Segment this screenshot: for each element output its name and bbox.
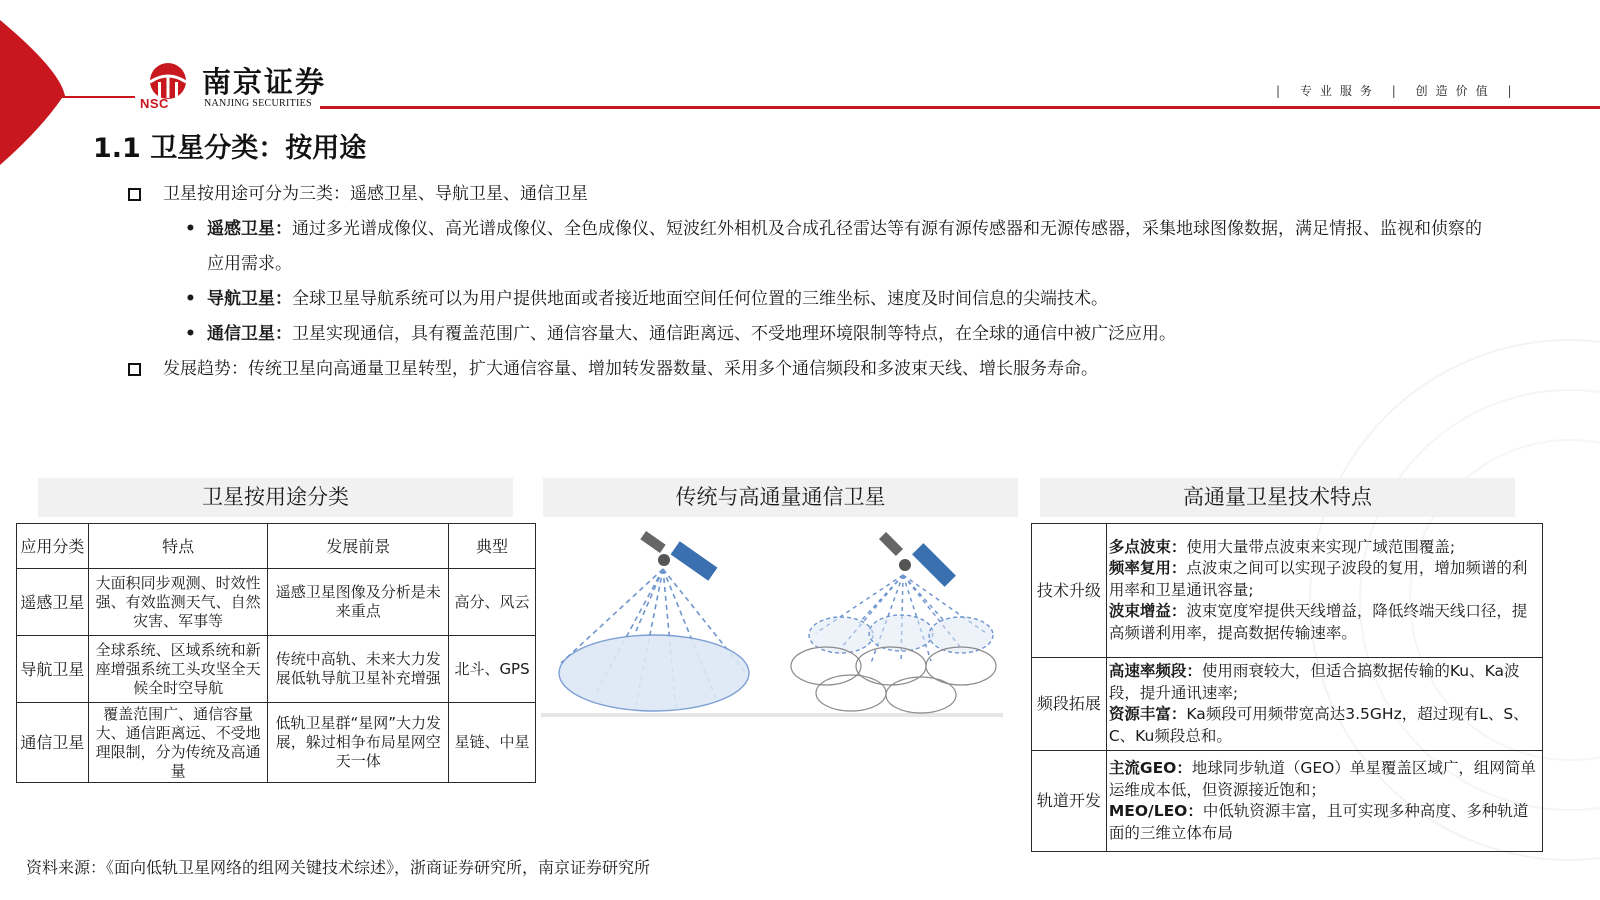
table-row: [1032, 751, 1543, 852]
table-cell-category: 技术升级: [1032, 524, 1107, 658]
section-header-satellites: 传统与高通量通信卫星: [543, 478, 1018, 517]
bullet-l2: [125, 282, 1485, 317]
table-cell-prospect: 遥感卫星图像及分析是未来重点: [268, 569, 449, 636]
brand-abbr: NSC: [140, 96, 169, 111]
table-header-row: [17, 524, 536, 569]
table-cell-description: 多点波束：使用大量带点波束来实现广域范围覆盖; 频率复用：点波束之间可以实现子波段的复用，增加频谱的利用率和卫星通讯容量; 波束增益：波束宽度窄提供天线增益，降低终端天线口径，提高频谱利用率，提高数据传输速率。: [1106, 524, 1542, 658]
classification-table: [16, 523, 536, 783]
table-header-cell: 发展前景: [268, 524, 449, 569]
table-cell-feature: 覆盖范围广、通信容量大、通信距离远、不受地理限制，分为传统及高通量: [88, 703, 268, 783]
square-bullet-icon: [128, 188, 141, 201]
table-cell-prospect: 传统中高轨、未来大力发展低轨导航卫星补充增强: [268, 636, 449, 703]
table-cell-category: 导航卫星: [17, 636, 89, 703]
table-cell-description: 主流GEO：地球同步轨道（GEO）单星覆盖区域广，组网简单运维成本低，但资源接近饱和； MEO/LEO：中低轨资源丰富，且可实现多种高度、多种轨道面的三维立体布局: [1106, 751, 1542, 852]
table-cell-feature: 大面积同步观测、时效性强、有效监测天气、自然灾害、军事等: [88, 569, 268, 636]
dot-bullet-icon: •: [185, 324, 196, 344]
brand-slogan: | 专业服务 | 创造价值 |: [1276, 84, 1520, 98]
table-cell-category: 频段拓展: [1032, 658, 1107, 751]
hts-features-table: [1031, 523, 1543, 852]
brand-name-cn: 南京证券: [202, 65, 327, 99]
table-row: [1032, 524, 1543, 658]
table-cell-prospect: 低轨卫星群“星网”大力发展，躲过相争布局星网空天一体: [268, 703, 449, 783]
bullet-text: 卫星实现通信，具有覆盖范围广、通信容量大、通信距离远、不受地理环境限制等特点，在全球的通信中被广泛应用。: [292, 324, 1176, 344]
table-cell-feature: 全球系统、区域系统和新座增强系统工头攻坚全天候全时空导航: [88, 636, 268, 703]
bullet-label: 遥感卫星：: [207, 219, 292, 239]
slogan-right: 创造价值: [1415, 84, 1496, 98]
table-header-cell: 特点: [88, 524, 268, 569]
table-cell-category: 通信卫星: [17, 703, 89, 783]
bullet-label: 导航卫星：: [207, 289, 292, 309]
table-cell-typical: 北斗、GPS: [449, 636, 536, 703]
table-cell-typical: 星链、中星: [449, 703, 536, 783]
bullet-text: 全球卫星导航系统可以为用户提供地面或者接近地面空间任何位置的三维坐标、速度及时间信息的尖端技术。: [292, 289, 1108, 309]
bullet-text: 通过多光谱成像仪、高光谱成像仪、全色成像仪、短波红外相机及合成孔径雷达等有源有源传感器和无源传感器，采集地球图像数据，满足情报、监视和侦察的应用需求。: [207, 219, 1482, 274]
table-cell-category: 遥感卫星: [17, 569, 89, 636]
bullet-label: 通信卫星：: [207, 324, 292, 344]
dot-bullet-icon: •: [185, 219, 196, 239]
header-rule-left: [0, 96, 135, 98]
bullet-l2: [125, 212, 1485, 282]
table-row: [1032, 658, 1543, 751]
slogan-left: 专业服务: [1299, 84, 1380, 98]
table-cell-typical: 高分、风云: [449, 569, 536, 636]
brand-logo: [140, 60, 335, 112]
table-cell-category: 轨道开发: [1032, 751, 1107, 852]
bullet-l1: 发展趋势：传统卫星向高通量卫星转型，扩大通信容量、增加转发器数量、采用多个通信频段和多波束天线、增长服务寿命。: [125, 352, 1485, 387]
table-header-cell: 应用分类: [17, 524, 89, 569]
table-row: [17, 569, 536, 636]
satellite-coverage-figure: [541, 523, 1003, 723]
nsc-emblem-icon: [144, 62, 192, 100]
page-title: 1.1 卫星分类：按用途: [93, 133, 367, 164]
table-cell-description: 高速率频段：使用雨衰较大，但适合搞数据传输的Ku、Ka波段，提升通讯速率; 资源丰富：Ka频段可用频带宽高达3.5GHz，超过现有L、S、C、Ku频段总和。: [1106, 658, 1542, 751]
section-header-classification: 卫星按用途分类: [38, 478, 513, 517]
brand-name-en: NANJING SECURITIES: [204, 98, 312, 109]
bullet-l1: 卫星按用途可分为三类：遥感卫星、导航卫星、通信卫星: [125, 177, 1485, 212]
source-note: 资料来源：《面向低轨卫星网络的组网关键技术综述》，浙商证券研究所，南京证券研究所: [26, 858, 651, 877]
header-rule: [320, 106, 1600, 109]
dot-bullet-icon: •: [185, 289, 196, 309]
section-header-hts: 高通量卫星技术特点: [1040, 478, 1515, 517]
traditional-coverage-area: [559, 635, 749, 711]
square-bullet-icon: [128, 363, 141, 376]
bullet-list: [125, 177, 1485, 387]
table-row: [17, 636, 536, 703]
table-row: [17, 703, 536, 783]
table-header-cell: 典型: [449, 524, 536, 569]
bullet-l2: [125, 317, 1485, 352]
